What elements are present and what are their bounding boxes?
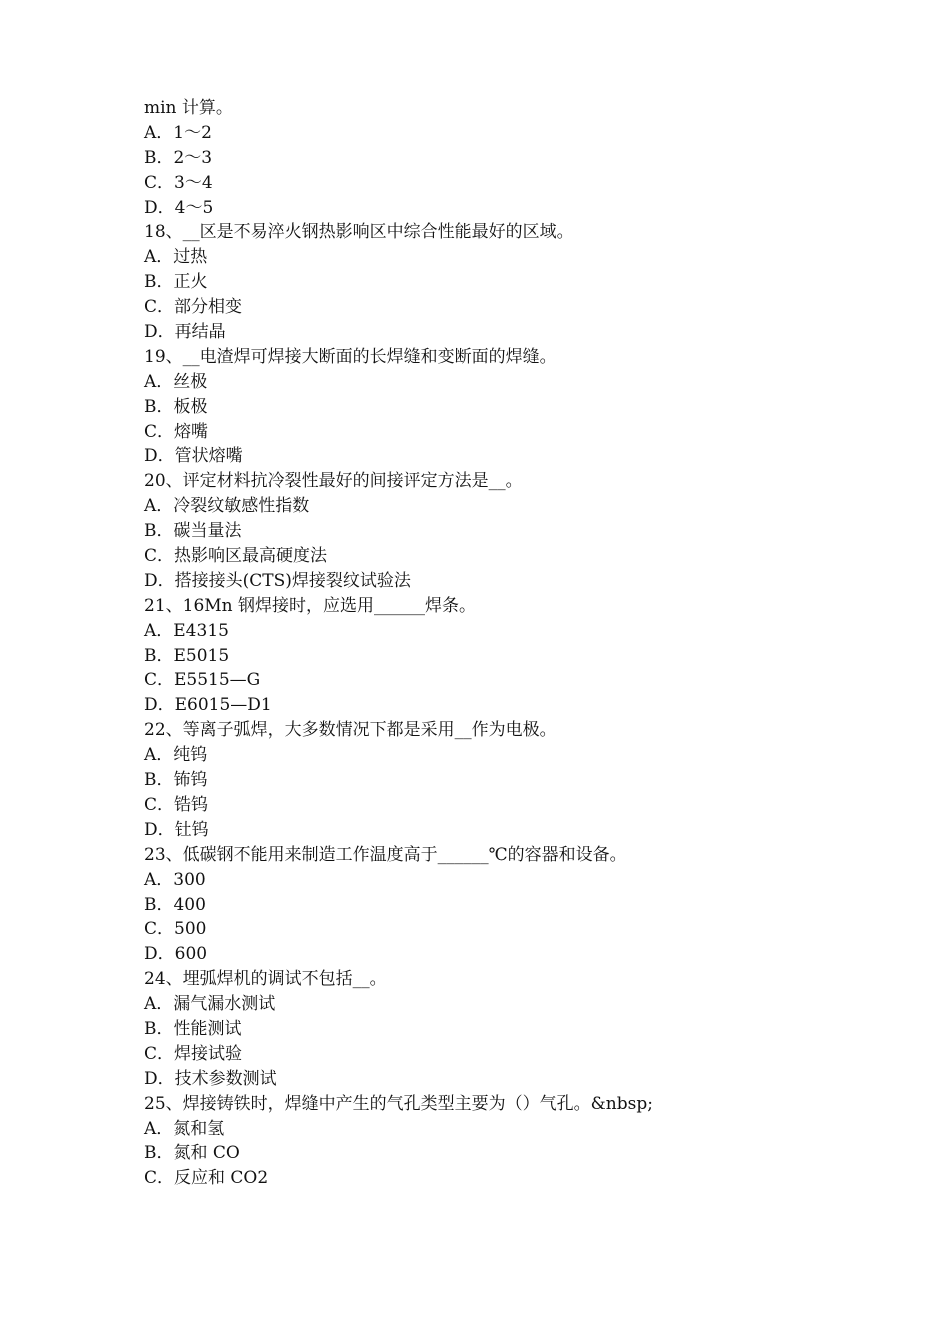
option-line: B．2～3 — [144, 147, 213, 168]
question-18: 18、__区是不易淬火钢热影响区中综合性能最好的区域。 — [144, 222, 574, 243]
question-19: 19、__电渣焊可焊接大断面的长焊缝和变断面的焊缝。 — [144, 346, 557, 367]
option-line: A．过热 — [144, 247, 208, 268]
option-line: C．反应和 CO2 — [144, 1168, 269, 1189]
option-line: C．3～4 — [144, 172, 213, 193]
option-line: C．熔嘴 — [144, 421, 209, 442]
option-line: C．E5515—G — [144, 670, 261, 691]
option-line: D．钍钨 — [144, 819, 209, 840]
option-line: C．500 — [144, 919, 207, 940]
option-line: A．E4315 — [144, 620, 229, 641]
option-line: D．600 — [144, 944, 208, 965]
option-line: D．搭接接头(CTS)焊接裂纹试验法 — [144, 570, 411, 591]
option-line: D．再结晶 — [144, 322, 226, 343]
option-line: D．4～5 — [144, 197, 214, 218]
option-line: A．300 — [144, 869, 206, 890]
question-21: 21、16Mn 钢焊接时，应选用______焊条。 — [144, 595, 477, 616]
question-25: 25、焊接铸铁时，焊缝中产生的气孔类型主要为（）气孔。&nbsp; — [144, 1093, 653, 1114]
question-22: 22、等离子弧焊，大多数情况下都是采用__作为电极。 — [144, 720, 557, 741]
option-line: C．热影响区最高硬度法 — [144, 546, 328, 567]
option-line: B．400 — [144, 894, 206, 915]
option-line: C．锆钨 — [144, 794, 209, 815]
option-line: D．E6015—D1 — [144, 695, 272, 716]
question-20: 20、评定材料抗冷裂性最好的间接评定方法是__。 — [144, 471, 523, 492]
option-line: C．焊接试验 — [144, 1043, 243, 1064]
option-line: C．部分相变 — [144, 297, 243, 318]
option-line: A．1～2 — [144, 122, 212, 143]
option-line: B．性能测试 — [144, 1018, 242, 1039]
document-page — [144, 96, 844, 1191]
option-line: A．氮和氢 — [144, 1118, 225, 1139]
option-line: B．正火 — [144, 272, 208, 293]
option-line: A．漏气漏水测试 — [144, 994, 276, 1015]
option-line: B．板极 — [144, 396, 208, 417]
text-line: min 计算。 — [144, 98, 233, 118]
option-line: A．纯钨 — [144, 745, 208, 766]
option-line: B．E5015 — [144, 645, 230, 666]
option-line: A．丝极 — [144, 371, 208, 392]
option-line: B．碳当量法 — [144, 521, 242, 542]
question-23: 23、低碳钢不能用来制造工作温度高于______℃的容器和设备。 — [144, 844, 627, 865]
option-line: B．钸钨 — [144, 770, 208, 791]
option-line: B．氮和 CO — [144, 1143, 240, 1164]
option-line: D．管状熔嘴 — [144, 446, 243, 467]
option-line: A．冷裂纹敏感性指数 — [144, 496, 310, 517]
option-line: D．技术参数测试 — [144, 1068, 277, 1089]
question-24: 24、埋弧焊机的调试不包括__。 — [144, 969, 387, 990]
